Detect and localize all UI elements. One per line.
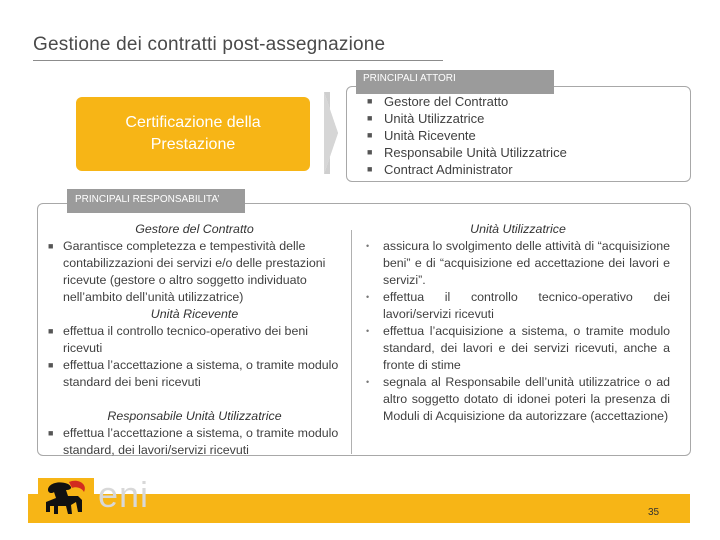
list-item: ■ Contract Administrator <box>367 162 513 177</box>
list-item: • segnala al Responsabile dell’unità utilizzatrice o ad altro soggetto dotato di idonei poteri la presenza di Moduli di Acquisizione da autorizzare (accettazione) <box>366 375 670 423</box>
bullet-icon: ■ <box>48 428 54 438</box>
bullet-icon: ■ <box>48 360 54 370</box>
title-underline <box>33 60 443 61</box>
bullet-icon: ■ <box>367 113 373 123</box>
list-item: • assicura lo svolgimento delle attività di “acquisizione beni” e di “acquisizione ed accettazione dei lavori e servizi”. <box>366 239 670 287</box>
list-item: ■ effettua l’accettazione a sistema, o tramite modulo standard dei beni ricevuti <box>48 358 339 389</box>
bullet-icon: • <box>366 377 370 387</box>
certificazione-line2: Prestazione <box>150 136 236 153</box>
list-item: ■ effettua l’accettazione a sistema, o tramite modulo standard, dei lavori/servizi ricevuti <box>48 426 339 457</box>
list-item: • effettua l’acquisizione a sistema, o tramite modulo standard, dei lavori e dei servizi ricevuti, anche a fronte di stime <box>366 324 670 372</box>
list-item: ■ Garantisce completezza e tempestività delle contabilizzazioni dei servizi e/o delle prestazioni ricevute (gestore o altro soggetto individuato nell’ambito dell’unità utilizzatrice) <box>48 239 326 304</box>
eni-logo-word: eni <box>98 474 150 515</box>
list-item: • effettua il controllo tecnico-operativo dei lavori/servizi ricevuti <box>366 290 670 321</box>
six-legged-dog-icon <box>38 478 94 518</box>
certificazione-box <box>76 97 310 171</box>
bullet-icon: • <box>366 326 370 336</box>
bullet-icon: ■ <box>367 96 373 106</box>
attori-tab: PRINCIPALI ATTORI <box>356 70 554 94</box>
list-item: ■ effettua il controllo tecnico-operativo dei beni ricevuti <box>48 324 308 355</box>
bullet-icon: ■ <box>367 130 373 140</box>
chevron-right-icon <box>322 90 340 176</box>
bullet-icon: ■ <box>48 326 54 336</box>
bullet-icon: • <box>366 241 370 251</box>
utilizzatrice-heading: Unità Utilizzatrice <box>470 222 566 236</box>
page-number: 35 <box>648 507 660 518</box>
bullet-icon: ■ <box>48 241 54 251</box>
bullet-icon: ■ <box>367 164 373 174</box>
gestore-heading: Gestore del Contratto <box>135 222 254 236</box>
responsabilita-tab: PRINCIPALI RESPONSABILITA’ <box>67 189 245 213</box>
list-item: ■ Gestore del Contratto <box>367 94 509 109</box>
certificazione-line1: Certificazione della <box>125 114 261 131</box>
column-divider <box>351 230 352 454</box>
responsabile-heading: Responsabile Unità Utilizzatrice <box>107 409 282 423</box>
list-item: ■ Unità Utilizzatrice <box>367 111 485 126</box>
bullet-icon: ■ <box>367 147 373 157</box>
bullet-icon: • <box>366 292 370 302</box>
attori-list <box>367 93 567 178</box>
list-item: ■ Unità Ricevente <box>367 128 476 143</box>
ricevente-heading: Unità Ricevente <box>150 307 239 321</box>
responsabilita-right-column <box>366 221 670 425</box>
list-item: ■ Responsabile Unità Utilizzatrice <box>367 145 567 160</box>
responsabilita-left-column <box>48 221 341 459</box>
page-title: Gestione dei contratti post-assegnazione <box>33 34 386 55</box>
